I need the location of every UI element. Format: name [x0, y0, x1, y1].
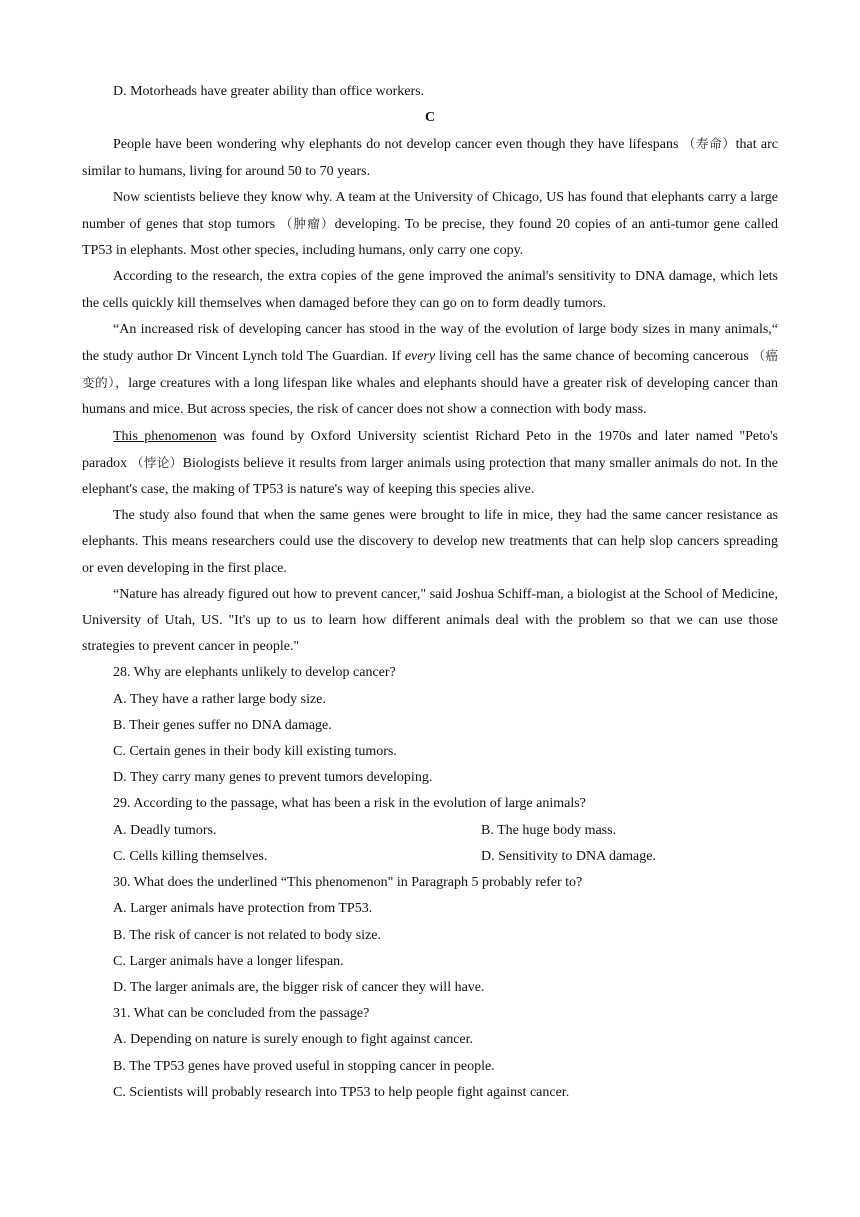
- question-29-options-row-1: [82, 818, 778, 844]
- paragraph-5: [82, 424, 778, 504]
- question-30-option-c[interactable]: C. Larger animals have a longer lifespan.: [113, 953, 344, 969]
- question-29-option-c[interactable]: C. Cells killing themselves.: [113, 848, 268, 864]
- paragraph-3: According to the research, the extra copies of the gene improved the animal's sensitivity to DNA damage, which lets the cells quickly kill themselves when damaged before they can go on to form deadly tumors.: [82, 269, 778, 311]
- paragraph-7: “Nature has already figured out how to prevent cancer," said Joshua Schiff-man, a biologist at the School of Medicine, University of Utah, US. "It's up to us to learn how different animals deal with the problem so that we can use those strategies to prevent cancer in people.": [82, 586, 778, 655]
- underlined-phrase: This phenomenon: [113, 428, 217, 444]
- question-31-option-b[interactable]: B. The TP53 genes have proved useful in stopping cancer in people.: [113, 1058, 495, 1074]
- paragraph-2-gloss: （肿瘤）: [279, 216, 335, 232]
- question-28-option-c[interactable]: C. Certain genes in their body kill existing tumors.: [113, 744, 397, 760]
- paragraph-1-gloss: （寿命）: [682, 136, 736, 152]
- question-28-option-a[interactable]: A. They have a rather large body size.: [113, 691, 326, 707]
- paragraph-4-gloss: （癌变的），: [82, 348, 778, 391]
- paragraph-4: [82, 317, 778, 424]
- question-30-option-d[interactable]: D. The larger animals are, the bigger risk of cancer they will have.: [113, 979, 485, 995]
- paragraph-1-text-b: that arc similar to humans, living for around 50 to 70 years.: [82, 137, 778, 179]
- paragraph-1: [82, 131, 778, 184]
- paragraph-4-emphasis: every: [404, 349, 436, 365]
- question-28-option-d[interactable]: D. They carry many genes to prevent tumors developing.: [113, 770, 433, 786]
- question-30-option-b[interactable]: B. The risk of cancer is not related to body size.: [113, 927, 381, 943]
- paragraph-1-text-a: People have been wondering why elephants do not develop cancer even though they have lifespans: [113, 137, 683, 153]
- question-28-stem: 28. Why are elephants unlikely to develop cancer?: [113, 665, 396, 681]
- question-30-stem: 30. What does the underlined “This phenomenon" in Paragraph 5 probably refer to?: [113, 875, 583, 891]
- carryover-option-d: D. Motorheads have greater ability than office workers.: [113, 84, 425, 99]
- paragraph-4-text-b: living cell has the same chance of becoming cancerous: [435, 349, 753, 365]
- question-29-stem: 29. According to the passage, what has been a risk in the evolution of large animals?: [113, 796, 586, 812]
- paragraph-4-text-c: large creatures with a long lifespan like whales and elephants should have a greater risk of developing cancer than humans and mice. But across species, the risk of cancer does not show a connection with body mass.: [82, 376, 778, 418]
- paragraph-2-text-a: Now scientists believe they know why. A team at the University of Chicago, US has found that elephants carry a large number of genes that stop tumors: [82, 189, 778, 233]
- paragraph-5-gloss: （悖论）: [131, 454, 183, 470]
- question-31-option-c[interactable]: C. Scientists will probably research into TP53 to help people fight against cancer.: [113, 1084, 570, 1100]
- question-29-option-d[interactable]: D. Sensitivity to DNA damage.: [481, 848, 656, 864]
- question-30-option-a[interactable]: A. Larger animals have protection from TP53.: [113, 901, 373, 917]
- paragraph-5-text-b: Biologists believe it results from larger animals using protection that many smaller animals do not. In the elephant's case, the making of TP53 is nature's way of keeping this species alive.: [82, 455, 778, 498]
- section-title: C: [424, 110, 436, 126]
- paragraph-2-text-b: developing. To be precise, they found 20 copies of an anti-tumor gene called TP53 in elephants. Most other species, including humans, only carry one copy.: [82, 217, 778, 259]
- question-29-option-b[interactable]: B. The huge body mass.: [481, 822, 617, 838]
- question-29-options-row-2: [82, 844, 778, 870]
- paragraph-4-text-a: “An increased risk of developing cancer has stood in the way of the evolution of large body sizes in many animals,“ the study author Dr Vincent Lynch told The Guardian. If: [82, 321, 778, 365]
- paragraph-6: The study also found that when the same genes were brought to life in mice, they had the same cancer resistance as elephants. This means researchers could use the discovery to develop new treatments that can help slop cancers spreading or even developing in the first place.: [82, 508, 778, 576]
- paragraph-5-text-a: was found by Oxford University scientist Richard Peto in the 1970s and later named "Peto's paradox: [82, 428, 778, 471]
- question-28-option-b[interactable]: B. Their genes suffer no DNA damage.: [113, 717, 332, 733]
- question-31-option-a[interactable]: A. Depending on nature is surely enough to fight against cancer.: [113, 1032, 474, 1048]
- paragraph-2: [82, 185, 778, 265]
- question-31-stem: 31. What can be concluded from the passage?: [113, 1006, 370, 1022]
- question-29-option-a[interactable]: A. Deadly tumors.: [113, 822, 217, 838]
